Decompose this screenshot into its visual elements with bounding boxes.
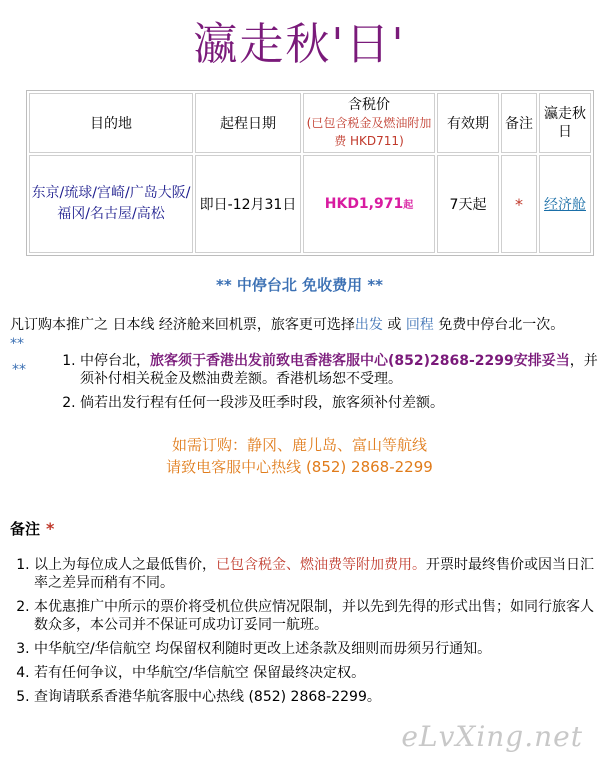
orange-notice <box>0 434 599 478</box>
list-item <box>80 352 599 388</box>
promo-heading: ** 中停台北 免收费用 ** <box>215 276 384 294</box>
intro-text-b: 或 <box>382 317 406 333</box>
note-text: 查询请联系香港华航客服中心热线 (852) 2868-2299。 <box>34 689 381 705</box>
intro-stars: ** <box>10 336 24 352</box>
notes-heading <box>10 518 54 539</box>
table-header-row <box>29 93 591 153</box>
note-text: 中华航空/华信航空 均保留权利随时更改上述条款及细则而毋须另行通知。 <box>34 641 492 657</box>
list-item <box>34 688 594 706</box>
list-item <box>34 664 594 682</box>
note-star-icon: * <box>501 155 537 253</box>
watermark: eLvXing.net <box>401 720 583 753</box>
cell-validity: 7天起 <box>437 155 499 253</box>
note-text: 若有任何争议，中华航空/华信航空 保留最终决定权。 <box>34 665 366 681</box>
page-title: 瀛走秋'日' <box>193 19 406 70</box>
list-item <box>34 598 594 634</box>
header-price-title: 含税价 <box>348 97 390 113</box>
condition-text: 倘若出发行程有任何一段涉及旺季时段，旅客须补付差额。 <box>80 395 444 411</box>
header-departure-date: 起程日期 <box>195 93 301 153</box>
note-red-text: 已包含税金、燃油费等附加费用。 <box>216 557 426 573</box>
note-text: 本优惠推广中所示的票价将受机位供应情况限制，并以先到先得的形式出售；如同行旅客人数众多，本公司并不保证可成功订妥同一航班。 <box>34 599 594 633</box>
header-class: 瀛走秋日 <box>539 93 591 153</box>
notes-title: 备注 <box>10 520 41 538</box>
price-suffix: 起 <box>403 200 414 211</box>
orange-line-1: 如需订购：静冈、鹿儿岛、富山等航线 <box>171 436 427 454</box>
header-destination: 目的地 <box>29 93 193 153</box>
cell-class <box>539 155 591 253</box>
note-text-post: 开票时最终售价或因当日汇率之差异而稍有不同。 <box>34 557 594 591</box>
intro-keyword-depart: 出发 <box>354 317 383 333</box>
table-row <box>29 155 591 253</box>
cell-destinations: 东京/琉球/宫崎/广岛大阪/福冈/名古屋/高松 <box>29 155 193 253</box>
fare-table <box>26 90 594 256</box>
cell-date: 即日-12月31日 <box>195 155 301 253</box>
orange-line-2: 请致电客服中心热线 (852) 2868-2299 <box>166 458 433 476</box>
header-note: 备注 <box>501 93 537 153</box>
notes-list <box>0 556 594 712</box>
notes-star-icon: * <box>46 519 55 538</box>
intro-text-c: 免费中停台北一次。 <box>433 317 565 333</box>
note-text: 以上为每位成人之最低售价， <box>34 557 216 573</box>
cell-price <box>303 155 435 253</box>
economy-class-link[interactable]: 经济舱 <box>544 197 586 213</box>
condition-text: 中停台北， <box>80 353 150 369</box>
conditions-list <box>38 352 599 418</box>
condition-highlight: 旅客须于香港出发前致电香港客服中心(852)2868-2299安排妥当 <box>150 353 570 369</box>
intro-paragraph <box>10 316 570 354</box>
list-item <box>34 556 594 592</box>
price-value: HKD1,971 <box>324 196 404 212</box>
conditions-stars: ** <box>12 362 26 378</box>
list-item <box>34 640 594 658</box>
intro-text-a: 凡订购本推广之 日本线 经济舱来回机票，旅客更可选择 <box>10 317 355 333</box>
condition-text-post: ，并须补付相关税金及燃油费差额。香港机场恕不受理。 <box>80 353 598 387</box>
header-validity: 有效期 <box>437 93 499 153</box>
header-price-subtitle: (已包含税金及燃油附加费 HKD711) <box>306 116 432 148</box>
list-item <box>80 394 599 412</box>
intro-keyword-return: 回程 <box>405 317 434 333</box>
header-price <box>303 93 435 153</box>
